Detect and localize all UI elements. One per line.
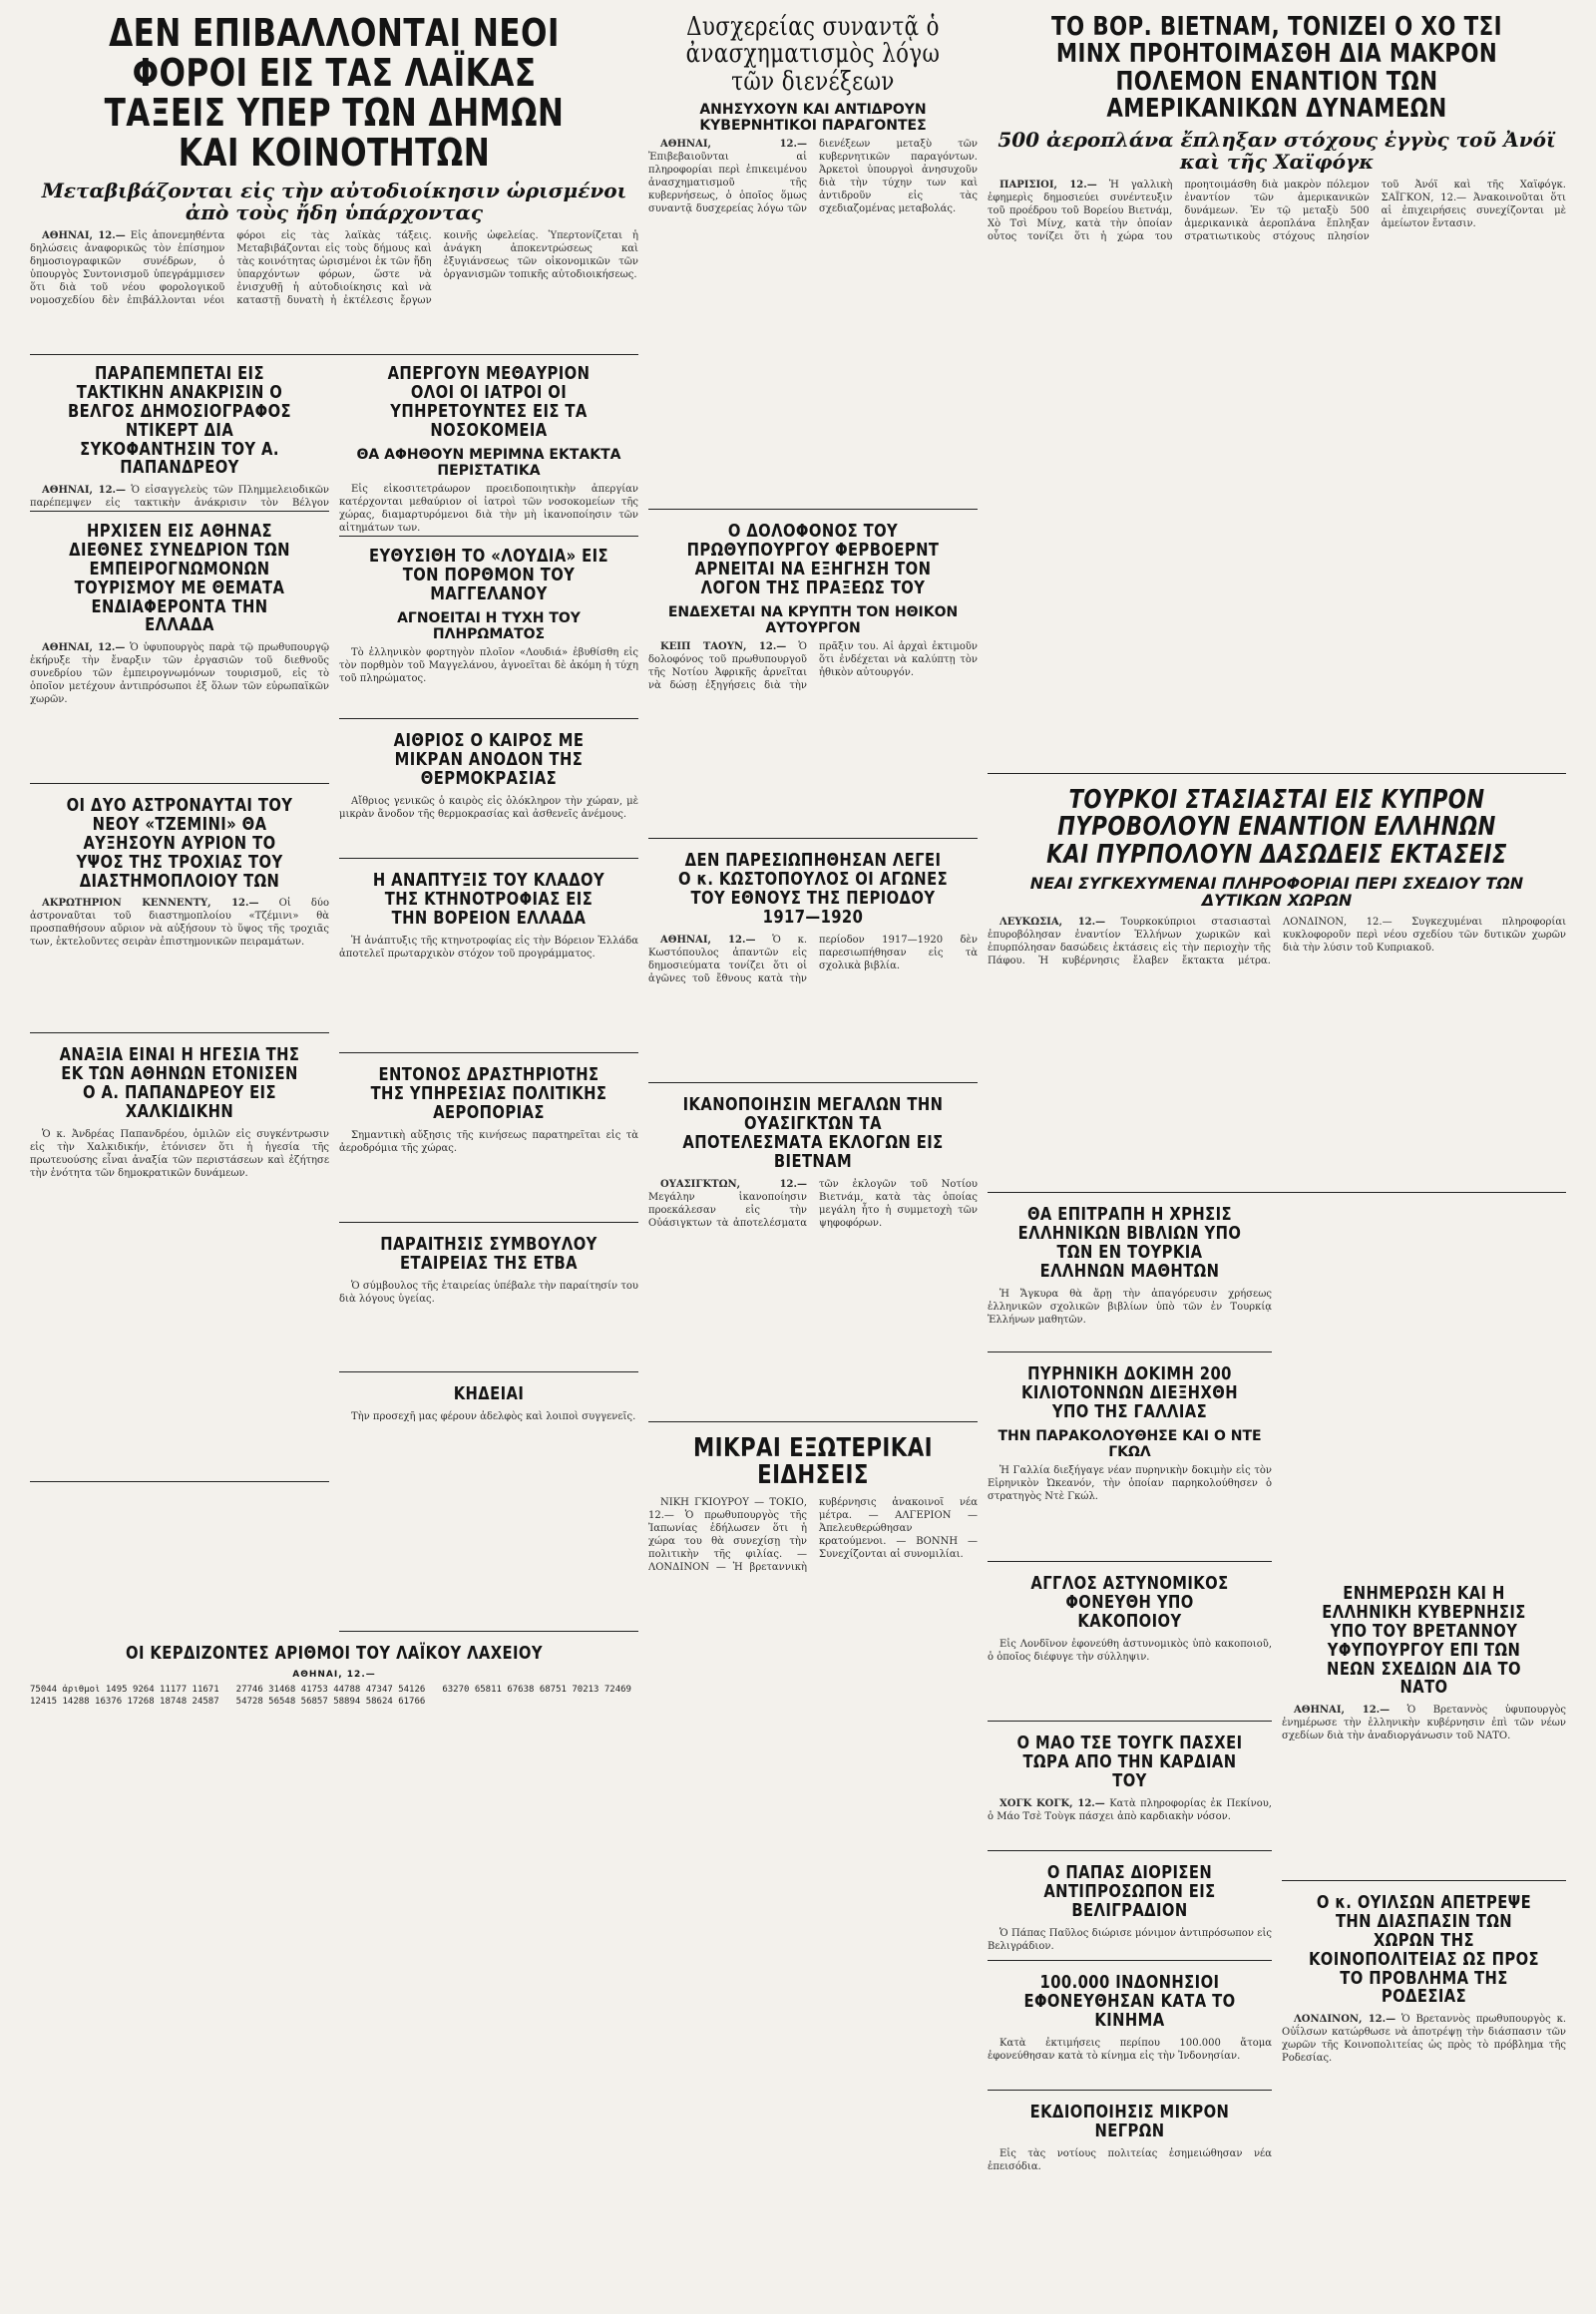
dateline: ΑΘΗΝΑΙ, 12.— [1294, 1705, 1391, 1717]
headline: ΕΚΔΙΟΠΟΙΗΣΙΣ ΜΙΚΡΟΝ ΝΕΓΡΩΝ [1029, 2102, 1230, 2141]
headline: ΟΙ ΔΥΟ ΑΣΤΡΟΝΑΥΤΑΙ ΤΟΥ ΝΕΟΥ «ΤΖΕΜΙΝΙ» ΘΑ ΑΥΞΗΣΟΥΝ ΑΥΡΙΟΝ ΤΟ ΥΨΟΣ ΤΗΣ ΤΡΟΧΙΑΣ ΤΟΥ ΔΙΑΣΤΗΜΟΠΛΟΙΟΥ ΤΩΝ [66, 795, 293, 892]
dateline: ΑΚΡΩΤΗΡΙΟΝ ΚΕΝΝΕΝΤΥ, 12.— [42, 898, 259, 910]
article-text: Ὁ εἰσαγγελεὺς τῶν Πλημμελειοδικῶν παρέπεμψεν εἰς τακτικὴν ἀνάκρισιν τὸν Βέλγον [30, 485, 329, 510]
story-policeman [988, 1571, 1272, 1722]
headline: ΑΝΑΞΙΑ ΕΙΝΑΙ Η ΗΓΕΣΙΑ ΤΗΣ ΕΚ ΤΩΝ ΑΘΗΝΩΝ ΕΤΟΝΙΣΕΝ Ο Α. ΠΑΠΑΝΔΡΕΟΥ ΕΙΣ ΧΑΛΚΙΔΙΚΗΝ [59, 1044, 300, 1122]
headline: ΤΟΥΡΚΟΙ ΣΤΑΣΙΑΣΤΑΙ ΕΙΣ ΚΥΠΡΟΝ ΠΥΡΟΒΟΛΟΥΝ ΕΝΑΝΤΙΟΝ ΕΛΛΗΝΩΝ ΚΑΙ ΠΥΡΠΟΛΟΥΝ ΔΑΣΩΔΕΙΣ ΕΚΤΑΣΕΙΣ [1046, 785, 1507, 870]
article-text: Ἡ γαλλικὴ ἐφημερὶς δημοσιεύει συνέντευξιν τοῦ προέδρου τοῦ Βορείου Βιετνάμ, Χὸ Τσὶ Μίνχ, κατὰ τὴν ὁποίαν οὗτος τονίζει ὅτι ἡ χώρα του προητοιμάσθη διὰ μακρὸν πόλεμον ἐναντίον τῶν ἀμερικανικῶν δυνάμεων. Ἐν τῷ μεταξὺ 500 ἀμερικανικὰ ἀεροπλάνα ἔπληξαν στρατιωτικοὺς στόχους πλησίον τοῦ Ἀνόϊ καὶ τῆς Χαϊφόγκ. ΣΑΪΓΚΟΝ, 12.— Ἀνακοινοῦται ὅτι αἱ ἐπιχειρήσεις συνεχίζονται μὲ ἀμείωτον ἔντασιν. [988, 180, 1566, 243]
story-negroes [988, 2100, 1272, 2299]
article-body [1282, 2013, 1566, 2065]
article-text: ΝΙΚΗ ΓΚΙΟΥΡΟΥ — ΤΟΚΙΟ, 12.— Ὁ πρωθυπουργὸς τῆς Ἰαπωνίας ἐδήλωσεν ὅτι ἡ χώρα του θὰ συνεχίσῃ τὴν πολιτικὴν τῆς φιλίας. — ΛΟΝΔΙΝΟΝ — Ἡ βρεταννικὴ κυβέρνησις ἀνακοινοῖ νέα μέτρα. — ΑΛΓΕΡΙΟΝ — Ἀπελευθερώθησαν κρατούμενοι. — ΒΟΝΝΗ — Συνεχίζονται αἱ συνομιλίαι. [648, 1496, 978, 1573]
dateline: ΛΟΝΔΙΝΟΝ, 12.— [1294, 2014, 1396, 2026]
story-reshuffle [648, 10, 978, 510]
article-body [339, 935, 638, 961]
subheadline: 500 ἀεροπλάνα ἔπληξαν στόχους ἐγγὺς τοῦ Ἀνόϊ καὶ τῆς Χαϊφόγκ [998, 128, 1556, 175]
article-text: Ὁ Βρεταννὸς πρωθυπουργὸς κ. Οὐΐλσων κατώρθωσε νὰ ἀποτρέψῃ τὴν διάσπασιν τῶν χωρῶν τῆς Κοινοπολιτείας ὡς πρὸς τὸ πρόβλημα τῆς Ροδεσίας. [1282, 2014, 1566, 2065]
article-body [30, 641, 329, 706]
headline: ΙΚΑΝΟΠΟΙΗΣΙΝ ΜΕΓΑΛΩΝ ΤΗΝ ΟΥΑΣΙΓΚΤΩΝ ΤΑ ΑΠΟΤΕΛΕΣΜΑΤΑ ΕΚΛΟΓΩΝ ΕΙΣ ΒΙΕΤΝΑΜ [682, 1094, 944, 1172]
article-text: Κατὰ πληροφορίας ἐκ Πεκίνου, ὁ Μάο Τσὲ Τοὺγκ πάσχει ἀπὸ καρδιακὴν νόσον. [988, 1797, 1272, 1822]
kicker: ΑΓΝΟΕΙΤΑΙ Η ΤΥΧΗ ΤΟΥ ΠΛΗΡΩΜΑΤΟΣ [397, 609, 581, 642]
article-text: Μεγάλην ἱκανοποίησιν προεκάλεσαν εἰς τὴν Οὐάσιγκτων τὰ ἀποτελέσματα τῶν ἐκλογῶν τοῦ Νοτίου Βιετνάμ, κατὰ τὰς ὁποίας μεγάλη ἦτο ἡ συμμετοχὴ τῶν ψηφοφόρων. [648, 1178, 978, 1229]
article-body [30, 229, 638, 307]
article-body [339, 646, 638, 685]
article-body [30, 484, 329, 512]
article-body [988, 2147, 1272, 2173]
article-text: Εἰς τὰς νοτίους πολιτείας ἐσημειώθησαν νέα ἐπεισόδια. [988, 2147, 1272, 2172]
subheadline: ΝΕΑΙ ΣΥΓΚΕΧΥΜΕΝΑΙ ΠΛΗΡΟΦΟΡΙΑΙ ΠΕΡΙ ΣΧΕΔΙΟΥ ΤΩΝ ΔΥΤΙΚΩΝ ΧΩΡΩΝ [1029, 873, 1524, 911]
article-text: Οἱ δύο ἀστροναῦται τοῦ διαστημοπλοίου «Τζέμινι» θὰ προσπαθήσουν αὔριον νὰ αὐξήσουν τὸ ὕψος τῆς τροχιᾶς των, ἐκτελοῦντες σειρὰν ἐπιστημονικῶν πειραμάτων. [30, 898, 329, 949]
article-text: Ἡ Γαλλία διεξήγαγε νέαν πυρηνικὴν δοκιμὴν εἰς τὸν Εἰρηνικὸν Ὠκεανόν, τὴν ὁποίαν παρηκολούθησεν ὁ στρατηγὸς Ντὲ Γκώλ. [988, 1464, 1272, 1502]
headline: ΕΝΗΜΕΡΩΣΗ ΚΑΙ Η ΕΛΛΗΝΙΚΗ ΚΥΒΕΡΝΗΣΙΣ ΥΠΟ ΤΟΥ ΒΡΕΤΑΝΝΟΥ ΥΦΥΠΟΥΡΓΟΥ ΕΠΙ ΤΩΝ ΝΕΩΝ ΣΧΕΔΙΩΝ ΔΙΑ ΤΟ ΝΑΤΟ [1322, 1583, 1526, 1699]
dateline: ΑΘΗΝΑΙ, 12.— [42, 229, 126, 241]
headline: Ο ΔΟΛΟΦΟΝΟΣ ΤΟΥ ΠΡΩΘΥΠΟΥΡΓΟΥ ΦΕΡΒΟΕΡΝΤ ΑΡΝΕΙΤΑΙ ΝΑ ΕΞΗΓΗΣΗ ΤΟΝ ΛΟΓΟΝ ΤΗΣ ΠΡΑΞΕΩΣ ΤΟΥ [686, 521, 940, 598]
headline: ΠΥΡΗΝΙΚΗ ΔΟΚΙΜΗ 200 ΚΙΛΙΟΤΟΝΝΩΝ ΔΙΕΞΗΧΘΗ ΥΠΟ ΤΗΣ ΓΑΛΛΙΑΣ [1021, 1363, 1238, 1422]
article-body [988, 1464, 1272, 1503]
headline: ΔΕΝ ΕΠΙΒΑΛΛΟΝΤΑΙ ΝΕΟΙ ΦΟΡΟΙ ΕΙΣ ΤΑΣ ΛΑΪΚΑΣ ΤΑΞΕΙΣ ΥΠΕΡ ΤΩΝ ΔΗΜΩΝ ΚΑΙ ΚΟΙΝΟΤΗΤΩΝ [104, 11, 565, 175]
headline: Ο κ. ΟΥΙΛΣΩΝ ΑΠΕΤΡΕΨΕ ΤΗΝ ΔΙΑΣΠΑΣΙΝ ΤΩΝ ΧΩΡΩΝ ΤΗΣ ΚΟΙΝΟΠΟΛΙΤΕΙΑΣ ΩΣ ΠΡΟΣ ΤΟ ΠΡΟΒΛΗΜΑ ΤΗΣ ΡΟΔΕΣΙΑΣ [1308, 1892, 1540, 2008]
dateline: ΑΘΗΝΑΙ, 12.— [42, 642, 126, 654]
headline: ΤΟ ΒΟΡ. ΒΙΕΤΝΑΜ, ΤΟΝΙΖΕΙ Ο ΧΟ ΤΣΙ ΜΙΝΧ ΠΡΟΗΤΟΙΜΑΣΘΗ ΔΙΑ ΜΑΚΡΟΝ ΠΟΛΕΜΟΝ ΕΝΑΝΤΙΟΝ ΤΩΝ ΑΜΕΡΙΚΑΝΙΚΩΝ ΔΥΝΑΜΕΩΝ [1051, 12, 1502, 124]
article-body [648, 640, 978, 692]
article-body [988, 1288, 1272, 1327]
headline: ΟΙ ΚΕΡΔΙΖΟΝΤΕΣ ΑΡΙΘΜΟΙ ΤΟΥ ΛΑΪΚΟΥ ΛΑΧΕΙΟΥ [126, 1643, 543, 1664]
headline: ΜΙΚΡΑΙ ΕΞΩΤΕΡΙΚΑΙ ΕΙΔΗΣΕΙΣ [693, 1433, 933, 1491]
article-text: Τὸ ἐλληνικὸν φορτηγὸν πλοῖον «Λουδιά» ἐβυθίσθη εἰς τὸν πορθμὸν τοῦ Μαγγελάνου, ἀγνοεῖται δὲ ἀκόμη ἡ τύχη τοῦ πληρώματος. [339, 646, 638, 684]
kicker: ΤΗΝ ΠΑΡΑΚΟΛΟΥΘΗΣΕ ΚΑΙ Ο ΝΤΕ ΓΚΩΛ [998, 1427, 1262, 1460]
article-text: Ὁ δολοφόνος τοῦ πρωθυπουργοῦ τῆς Νοτίου Ἀφρικῆς ἀρνεῖται νὰ δώσῃ ἐξηγήσεις διὰ τὴν πρᾶξιν του. Αἱ ἀρχαὶ ἐκτιμοῦν ὅτι ἐνδέχεται νὰ καλύπτῃ τὸν ἠθικὸν αὐτουργόν. [648, 640, 978, 691]
article-text: Ὁ σύμβουλος τῆς ἑταιρείας ὑπέβαλε τὴν παραίτησίν του διὰ λόγους ὑγείας. [339, 1280, 638, 1305]
dateline: ΑΘΗΝΑΙ, 12.— [660, 934, 756, 946]
story-kostopoulos [648, 848, 978, 1083]
story-papandreou-chalkidiki [30, 1042, 329, 1482]
subheadline: Μεταβιβάζονται εἰς τὴν αὐτοδιοίκησιν ὡρισμένοι ἀπὸ τοὺς ἤδη ὑπάρχοντας [41, 178, 627, 224]
story-vietnam-elections [648, 1092, 978, 1422]
article-body [339, 1129, 638, 1155]
article-text: Ὁ ὑφυπουργὸς παρὰ τῷ πρωθυπουργῷ ἐκήρυξε τὴν ἔναρξιν τῶν ἐργασιῶν τοῦ διεθνοῦς συνεδρίου τῶν ἐμπειρογνωμόνων τουρισμοῦ, εἰς τὸ ὁποῖον μετέχουν ἀντιπρόσωποι ἐξ ὅλων τῶν εὐρωπαϊκῶν χωρῶν. [30, 642, 329, 706]
dateline: ΧΟΓΚ ΚΟΓΚ, 12.— [999, 1797, 1105, 1809]
story-gemini [30, 793, 329, 1033]
headline: ΠΑΡΑΙΤΗΣΙΣ ΣΥΜΒΟΥΛΟΥ ΕΤΑΙΡΕΙΑΣ ΤΗΣ ΕΤΒΑ [380, 1234, 598, 1274]
story-civil-aviation [339, 1062, 638, 1223]
headline: Δυσχερείας συναντᾷ ὁ ἀνασχηματισμὸς λόγω τῶν διενέξεων [685, 12, 941, 97]
headline: Ο ΜΑΟ ΤΣΕ ΤΟΥΓΚ ΠΑΣΧΕΙ ΤΩΡΑ ΑΠΟ ΤΗΝ ΚΑΡΔΙΑΝ ΤΟΥ [1016, 1733, 1243, 1791]
dateline: ΠΑΡΙΣΙΟΙ, 12.— [999, 180, 1097, 192]
article-text: Εἰς εἰκοσιτετράωρον προειδοποιητικὴν ἀπεργίαν κατέρχονται μεθαύριον οἱ ἰατροὶ τῶν νοσοκομείων τῆς χώρας, διαμαρτυρόμενοι διὰ τὴν μὴ ἱκανοποίησιν τῶν αἰτημάτων των. [339, 483, 638, 534]
story-nato-briefing [1282, 1581, 1566, 1881]
headline: ΔΕΝ ΠΑΡΕΣΙΩΠΗΘΗΣΑΝ ΛΕΓΕΙ Ο κ. ΚΩΣΤΟΠΟΥΛΟΣ ΟΙ ΑΓΩΝΕΣ ΤΟΥ ΕΘΝΟΥΣ ΤΗΣ ΠΕΡΙΟΔΟΥ 1917—1920 [677, 850, 949, 928]
dateline: ΑΘΗΝΑΙ, 12.— [42, 485, 127, 497]
kicker: ΘΑ ΑΦΗΘΟΥΝ ΜΕΡΙΜΝΑ ΕΚΤΑΚΤΑ ΠΕΡΙΣΤΑΤΙΚΑ [356, 446, 621, 479]
story-mao [988, 1731, 1272, 1851]
headline: ΗΡΧΙΣΕΝ ΕΙΣ ΑΘΗΝΑΣ ΔΙΕΘΝΕΣ ΣΥΝΕΔΡΙΟΝ ΤΩΝ ΕΜΠΕΙΡΟΓΝΩΜΟΝΩΝ ΤΟΥΡΙΣΜΟΥ ΜΕ ΘΕΜΑΤΑ ΕΝΔΙΑΦΕΡΟΝΤΑ ΤΗΝ ΕΛΛΑΔΑ [69, 521, 290, 636]
article-body [30, 897, 329, 949]
article-text: Τουρκοκύπριοι στασιασταὶ ἐπυροβόλησαν ἐναντίον Ἑλλήνων χωρικῶν καὶ ἐπυρπόλησαν δασώδεις ἐκτάσεις εἰς τὴν περιοχὴν τῆς Πάφου. Ἡ κυβέρνησις ἔλαβεν ἔκτακτα μέτρα. ΛΟΝΔΙΝΟΝ, 12.— Συγκεχυμέναι πληροφορίαι κυκλοφοροῦν περὶ νέου σχεδίου τῶν δυτικῶν χωρῶν διὰ τὴν λύσιν τοῦ Κυπριακοῦ. [988, 917, 1566, 967]
article-text: Σημαντικὴ αὔξησις τῆς κινήσεως παρατηρεῖται εἰς τὰ ἀεροδρόμια τῆς χώρας. [339, 1129, 638, 1154]
story-livestock [339, 868, 638, 1053]
story-cyprus [988, 783, 1566, 1193]
story-foreign-briefs [648, 1431, 978, 2299]
headline: ΑΓΓΛΟΣ ΑΣΤΥΝΟΜΙΚΟΣ ΦΟΝΕΥΘΗ ΥΠΟ ΚΑΚΟΠΟΙΟΥ [1030, 1573, 1229, 1632]
dateline: ΛΕΥΚΩΣΙΑ, 12.— [999, 917, 1106, 929]
article-body [988, 2037, 1272, 2063]
article-body [30, 1128, 329, 1180]
story-wilson-rhodesia [1282, 1890, 1566, 2299]
kicker: ΕΝΔΕΧΕΤΑΙ ΝΑ ΚΡΥΠΤΗ ΤΟΝ ΗΘΙΚΟΝ ΑΥΤΟΥΡΓΟΝ [667, 603, 959, 636]
story-indonesia [988, 1970, 1272, 2091]
article-body [339, 483, 638, 535]
story-etva [339, 1232, 638, 1372]
article-text: Εἰς Λονδῖνον ἐφονεύθη ἀστυνομικὸς ὑπὸ κακοποιοῦ, ὁ ὁποῖος διέφυγε τὴν σύλληψιν. [988, 1638, 1272, 1663]
article-body [988, 179, 1566, 243]
article-body [339, 1410, 638, 1423]
kicker: ΑΝΗΣΥΧΟΥΝ ΚΑΙ ΑΝΤΙΔΡΟΥΝ ΚΥΒΕΡΝΗΤΙΚΟΙ ΠΑΡΑΓΟΝΤΕΣ [699, 101, 927, 134]
article-text: Τὴν προσεχῆ μας φέρουν ἀδελφὸς καὶ λοιποὶ συγγενεῖς. [351, 1410, 636, 1422]
story-tourism [30, 519, 329, 784]
article-body [648, 934, 978, 985]
dateline: ΑΘΗΝΑΙ, 12.— [660, 138, 807, 150]
article-text: Αἴθριος γενικῶς ὁ καιρὸς εἰς ὁλόκληρον τὴν χώραν, μὲ μικρὰν ἄνοδον τῆς θερμοκρασίας καὶ ἀσθενεῖς ἀνέμους. [339, 795, 638, 820]
article-body [1282, 1704, 1566, 1742]
article-text: Ἐπιβεβαιοῦνται αἱ πληροφορίαι περὶ ἐπικειμένου ἀνασχηματισμοῦ τῆς κυβερνήσεως, ὁ ὁποῖος ὅμως συναντᾷ δυσχερείας λόγω τῶν διενέξεων μεταξὺ τῶν κυβερνητικῶν παραγόντων. Ἀρκετοὶ ὑπουργοὶ ἀνησυχοῦν διὰ τὴν τύχην των καὶ ἀντιδροῦν εἰς τὰς σχεδιαζομένας μεταβολάς. [648, 138, 978, 214]
headline: ΠΑΡΑΠΕΜΠΕΤΑΙ ΕΙΣ ΤΑΚΤΙΚΗΝ ΑΝΑΚΡΙΣΙΝ Ο ΒΕΛΓΟΣ ΔΗΜΟΣΙΟΓΡΑΦΟΣ ΝΤΙΚΕΡΤ ΔΙΑ ΣΥΚΟΦΑΝΤΗΣΙΝ ΤΟΥ Α. ΠΑΠΑΝΔΡΕΟΥ [67, 363, 292, 479]
article-text: Ὁ κ. Κωστόπουλος ἀπαντῶν εἰς δημοσιεύματα τονίζει ὅτι οἱ ἀγῶνες τοῦ ἔθνους κατὰ τὴν περίοδον 1917—1920 δὲν παρεσιωπήθησαν εἰς τὰ σχολικὰ βιβλία. [648, 934, 978, 984]
story-nuclear-test [988, 1361, 1272, 1562]
story-dickert [30, 361, 329, 512]
article-text: Ἡ Ἄγκυρα θὰ ἄρῃ τὴν ἀπαγόρευσιν χρήσεως ἑλληνικῶν σχολικῶν βιβλίων ὑπὸ τῶν ἐν Τουρκίᾳ Ἑλλήνων μαθητῶν. [988, 1288, 1272, 1326]
headline: Η ΑΝΑΠΤΥΞΙΣ ΤΟΥ ΚΛΑΔΟΥ ΤΗΣ ΚΤΗΝΟΤΡΟΦΙΑΣ ΕΙΣ ΤΗΝ ΒΟΡΕΙΟΝ ΕΛΛΑΔΑ [372, 870, 605, 929]
headline: 100.000 ΙΝΔΟΝΗΣΙΟΙ ΕΦΟΝΕΥΘΗΣΑΝ ΚΑΤΑ ΤΟ ΚΙΝΗΜΑ [1023, 1972, 1236, 2031]
story-ho-chi-minh [988, 10, 1566, 774]
dateline: ΚΕΙΠ ΤΑΟΥΝ, 12.— [660, 640, 787, 652]
story-weather [339, 728, 638, 859]
story-taxes [30, 10, 638, 355]
article-body [988, 1797, 1272, 1823]
article-body [988, 916, 1566, 967]
article-body [339, 1280, 638, 1306]
article-body [648, 1178, 978, 1232]
story-doctors-strike [339, 361, 638, 537]
story-loudia [339, 544, 638, 719]
dateline: ΟΥΑΣΙΓΚΤΩΝ, 12.— [660, 1178, 807, 1190]
headline: ΕΝΤΟΝΟΣ ΔΡΑΣΤΗΡΙΟΤΗΣ ΤΗΣ ΥΠΗΡΕΣΙΑΣ ΠΟΛΙΤΙΚΗΣ ΑΕΡΟΠΟΡΙΑΣ [370, 1064, 607, 1123]
story-greek-books [988, 1202, 1272, 1352]
lottery-numbers: 75044 ἀριθμοὶ 1495 9264 11177 11671 12415 14288 16376 17268 18748 24587 27746 31468 41753 44788 47347 54126 54728 56548 56857 58894 58624 61766 63270 65811 67638 68751 70213 72469 [30, 1684, 631, 1707]
article-text: Ὁ Βρεταννὸς ὑφυπουργὸς ἐνημέρωσε τὴν ἑλληνικὴν κυβέρνησιν ἐπὶ τῶν νέων σχεδίων διὰ τὴν ἀναδιοργάνωσιν τοῦ ΝΑΤΟ. [1282, 1705, 1566, 1742]
headline: Ο ΠΑΠΑΣ ΔΙΟΡΙΣΕΝ ΑΝΤΙΠΡΟΣΩΠΟΝ ΕΙΣ ΒΕΛΙΓΡΑΔΙΟΝ [1043, 1862, 1216, 1921]
story-verwoerd [648, 519, 978, 839]
article-text: Ἡ ἀνάπτυξις τῆς κτηνοτροφίας εἰς τὴν Βόρειον Ἑλλάδα ἀποτελεῖ πρωταρχικὸν στόχον τοῦ προγράμματος. [339, 935, 638, 960]
story-funerals [339, 1381, 638, 1632]
article-body [648, 138, 978, 217]
article-body [988, 1927, 1272, 1953]
headline: ΕΥΘΥΣΙΘΗ ΤΟ «ΛΟΥΔΙΑ» ΕΙΣ ΤΟΝ ΠΟΡΘΜΟΝ ΤΟΥ ΜΑΓΓΕΛΑΝΟΥ [368, 546, 609, 604]
headline: ΚΗΔΕΙΑΙ [453, 1383, 525, 1404]
headline: ΘΑ ΕΠΙΤΡΑΠΗ Η ΧΡΗΣΙΣ ΕΛΛΗΝΙΚΩΝ ΒΙΒΛΙΩΝ ΥΠΟ ΤΩΝ ΕΝ ΤΟΥΡΚΙΑ ΕΛΛΗΝΩΝ ΜΑΘΗΤΩΝ [1017, 1204, 1242, 1282]
headline: ΑΠΕΡΓΟΥΝ ΜΕΘΑΥΡΙΟΝ ΟΛΟΙ ΟΙ ΙΑΤΡΟΙ ΟΙ ΥΠΗΡΕΤΟΥΝΤΕΣ ΕΙΣ ΤΑ ΝΟΣΟΚΟΜΕΙΑ [387, 363, 591, 441]
article-text: Ὁ κ. Ἀνδρέας Παπανδρέου, ὁμιλῶν εἰς συγκέντρωσιν εἰς τὴν Χαλκιδικήν, ἐτόνισεν ὅτι ἡ ἡγεσία τῆς πρωτευούσης εἶναι ἀναξία τῶν περιστάσεων καὶ ἐζήτησε τὴν ἐνότητα τῶν δημοκρατικῶν δυνάμεων. [30, 1128, 329, 1179]
article-body [988, 1638, 1272, 1664]
article-text: Ὁ Πάπας Παῦλος διώρισε μόνιμον ἀντιπρόσωπον εἰς Βελιγράδιον. [988, 1927, 1272, 1952]
article-text: Εἰς ἀπονεμηθέντα δηλώσεις ἀναφορικῶς τὸν ἐπίσημον δημοσιογραφικῶν συνέδρων, ὁ ὑπουργὸς Συντονισμοῦ ὑπεγράμμισεν ὅτι διὰ τοῦ νέου φορολογικοῦ νομοσχεδίου δὲν ἐπιβάλλονται νέοι φόροι εἰς τὰς λαϊκὰς τάξεις. Μεταβιβάζονται εἰς τοὺς δήμους καὶ τὰς κοινότητας ὡρισμένοι ἐκ τῶν ἤδη ὑπαρχόντων φόρων, ὥστε νὰ ἐνισχυθῇ ἡ αὐτοδιοίκησις καὶ νὰ καταστῇ δυνατὴ ἡ ἐκτέλεσις ἔργων κοινῆς ὠφελείας. Ὑπερτονίζεται ἡ ἀνάγκη ἀποκεντρώσεως καὶ ἐξυγιάνσεως τῶν οἰκονομικῶν τῶν ὀργανισμῶν τοπικῆς αὐτοδιοικήσεως. [30, 229, 638, 306]
story-lottery [30, 1641, 638, 2299]
article-body [648, 1496, 978, 1574]
headline: ΑΙΘΡΙΟΣ Ο ΚΑΙΡΟΣ ΜΕ ΜΙΚΡΑΝ ΑΝΟΔΟΝ ΤΗΣ ΘΕΡΜΟΚΡΑΣΙΑΣ [393, 730, 585, 789]
dateline: ΑΘΗΝΑΙ, 12.— [292, 1669, 376, 1680]
article-body [339, 795, 638, 821]
story-pope [988, 1860, 1272, 1961]
article-text: Κατὰ ἐκτιμήσεις περίπου 100.000 ἄτομα ἐφονεύθησαν κατὰ τὸ κίνημα εἰς τὴν Ἰνδονησίαν. [988, 2037, 1272, 2062]
